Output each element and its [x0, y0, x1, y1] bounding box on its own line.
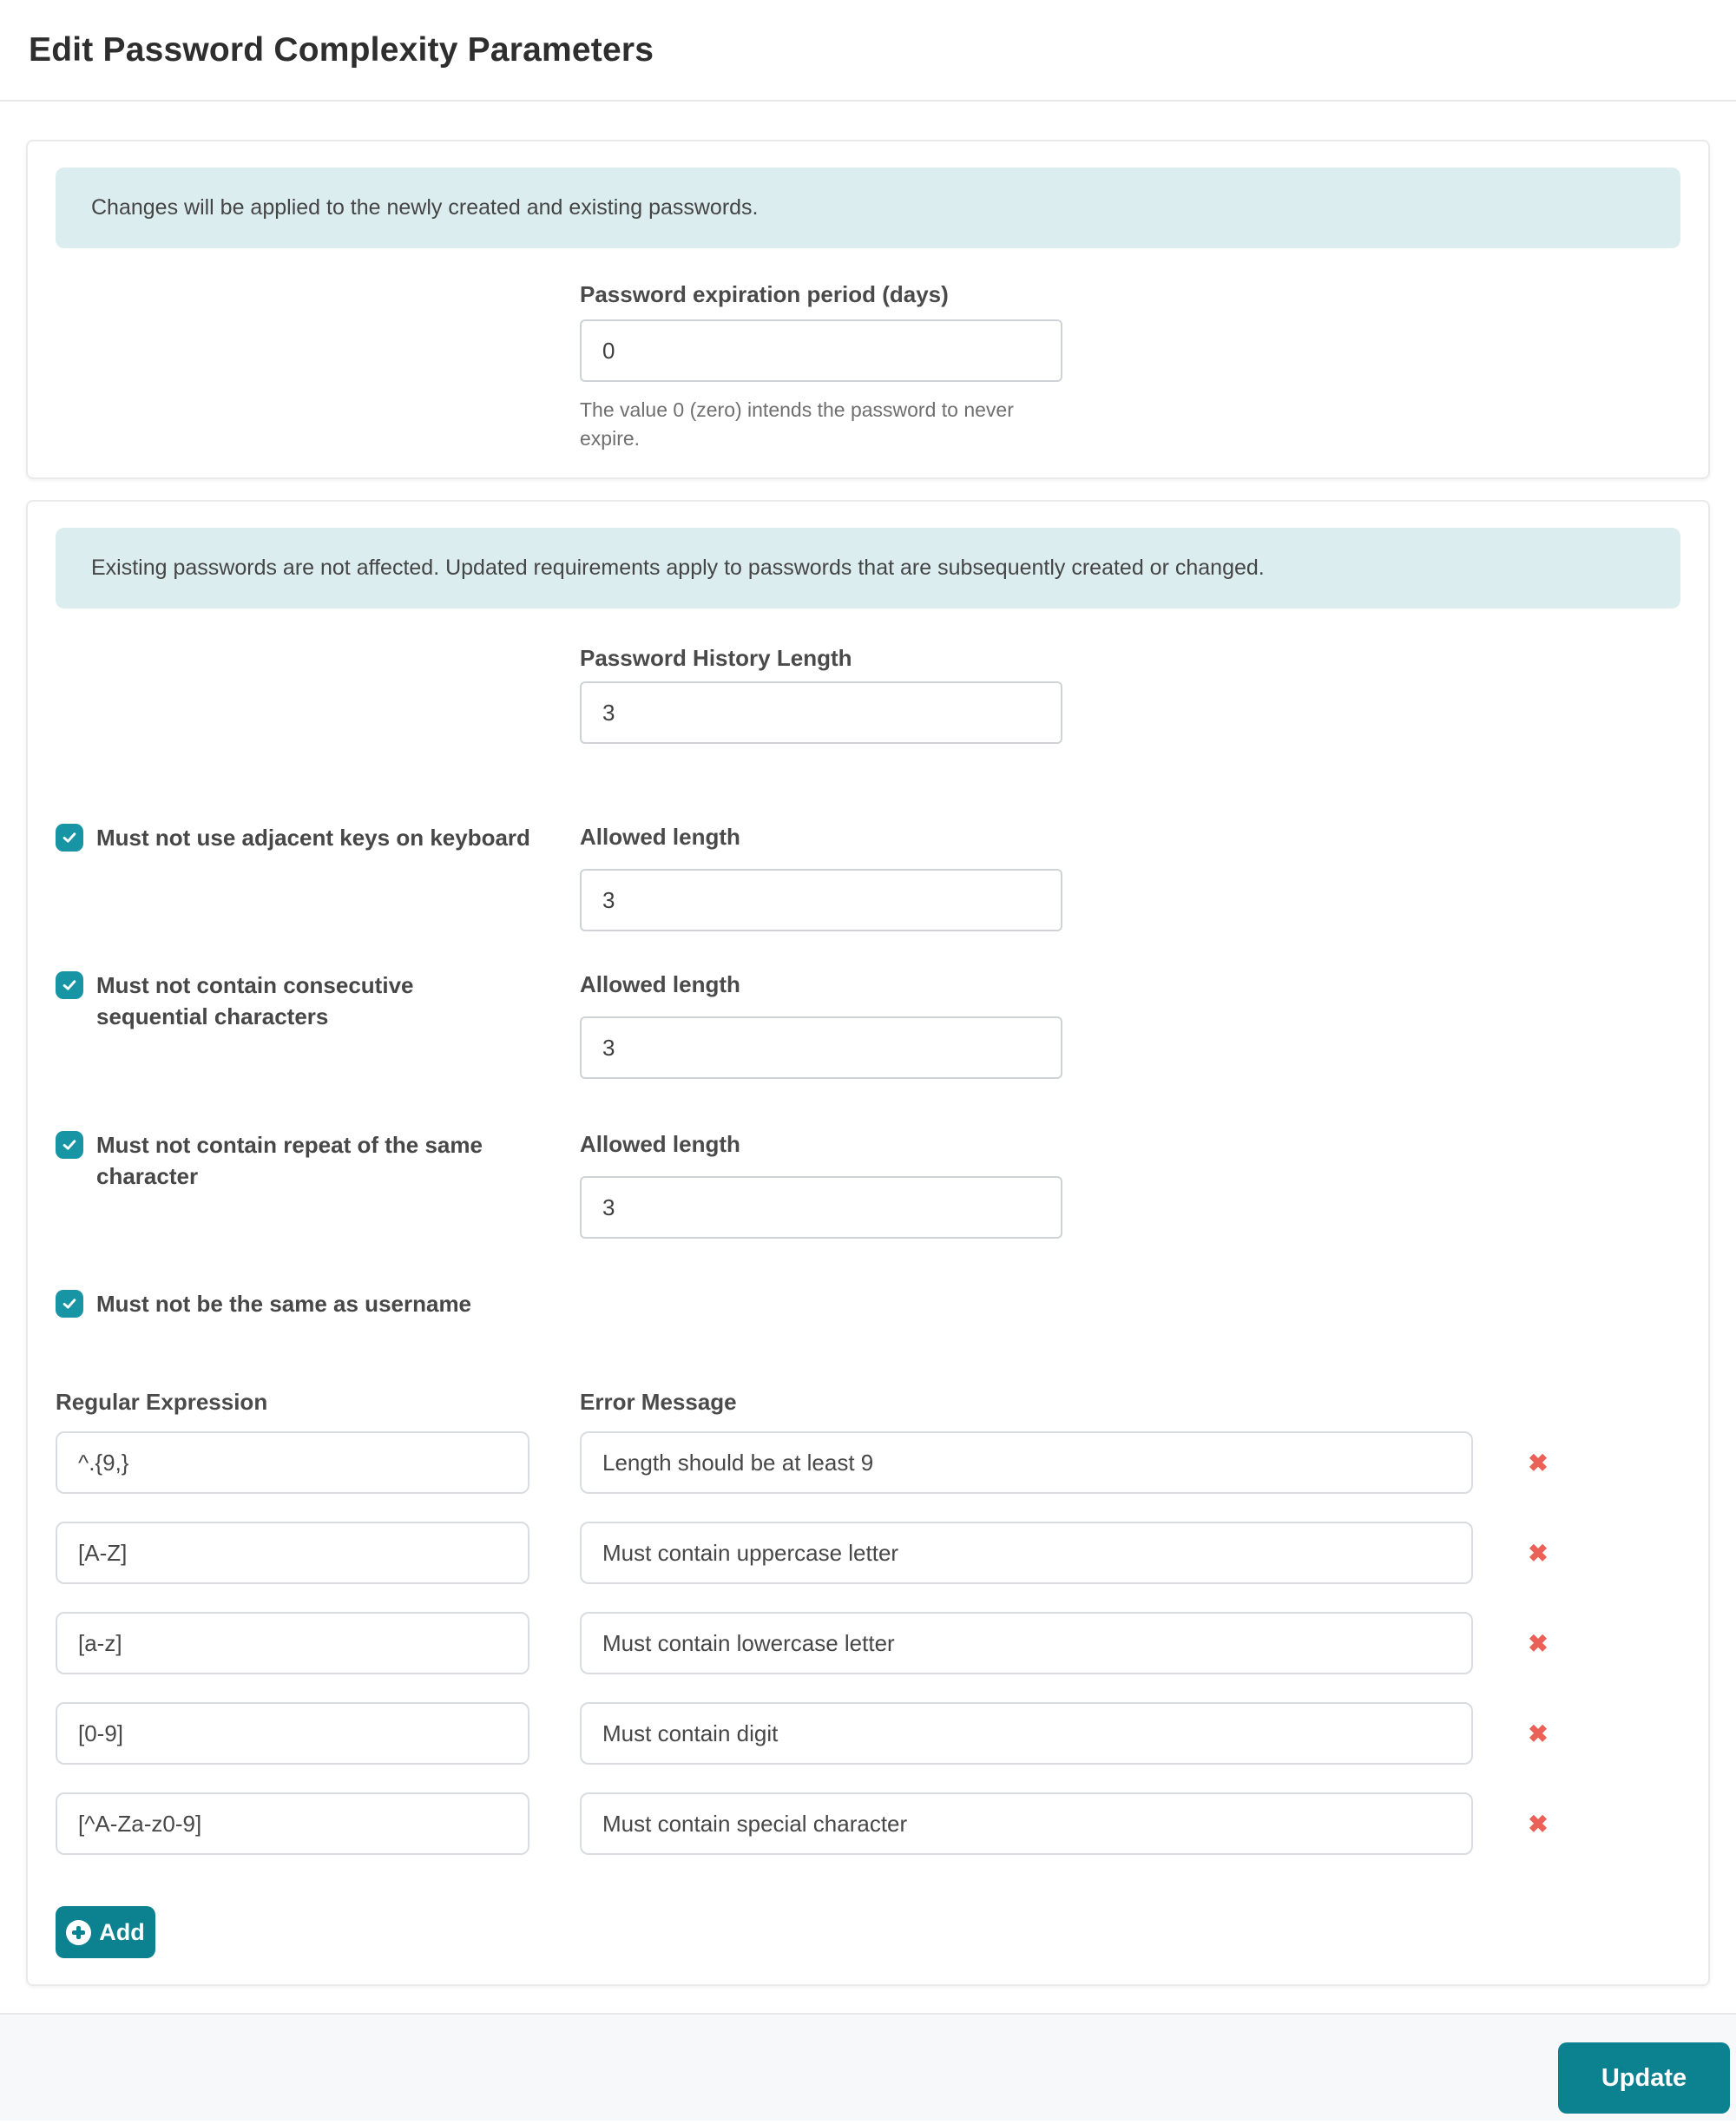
error-message-input[interactable] — [580, 1702, 1473, 1765]
regex-column-header: Regular Expression — [56, 1389, 268, 1415]
history-length-label: Password History Length — [580, 645, 852, 671]
expiration-helper-line: expire. — [580, 427, 641, 450]
info-banner-text: Changes will be applied to the newly created and existing passwords. — [91, 195, 759, 220]
regex-row — [56, 1702, 1680, 1765]
checkmark-icon — [61, 1136, 78, 1154]
regex-input[interactable] — [56, 1431, 529, 1494]
error-message-input[interactable] — [580, 1792, 1473, 1855]
remove-icon[interactable]: ✖ — [1528, 1539, 1549, 1567]
rule-label — [96, 970, 414, 1032]
remove-icon[interactable]: ✖ — [1528, 1810, 1549, 1838]
history-length-input[interactable] — [580, 681, 1062, 744]
regex-row — [56, 1792, 1680, 1855]
page-header — [0, 0, 1736, 102]
rule-checkbox[interactable] — [56, 824, 83, 852]
regex-table-header — [56, 1387, 1680, 1417]
rule-label-line: character — [96, 1163, 199, 1189]
rule-label-line: sequential characters — [96, 1003, 329, 1029]
info-banner-text: Existing passwords are not affected. Updated requirements apply to passwords that are subsequently created or changed. — [91, 556, 1265, 580]
expiration-helper — [580, 396, 1062, 453]
expiration-input[interactable] — [580, 319, 1062, 382]
info-banner-expiration — [56, 168, 1680, 248]
checkmark-icon — [61, 1295, 78, 1312]
remove-icon[interactable]: ✖ — [1528, 1449, 1549, 1476]
rule-row-repeat-chars — [56, 1129, 1680, 1239]
allowed-length-label: Allowed length — [580, 824, 740, 850]
rule-row-sequential-chars — [56, 970, 1680, 1079]
checkmark-icon — [61, 829, 78, 846]
card-expiration — [26, 140, 1710, 479]
regex-row — [56, 1522, 1680, 1584]
allowed-length-input[interactable] — [580, 1016, 1062, 1079]
remove-icon[interactable]: ✖ — [1528, 1629, 1549, 1657]
rule-checkbox[interactable] — [56, 1290, 83, 1318]
allowed-length-input[interactable] — [580, 869, 1062, 931]
remove-icon[interactable]: ✖ — [1528, 1720, 1549, 1747]
rule-label-line: Must not contain consecutive — [96, 972, 414, 998]
error-message-input[interactable] — [580, 1612, 1473, 1674]
expiration-helper-line: The value 0 (zero) intends the password to never — [580, 398, 1014, 421]
update-button-label: Update — [1601, 2063, 1687, 2092]
plus-icon — [66, 1920, 91, 1945]
add-button[interactable] — [56, 1906, 155, 1958]
allowed-length-label: Allowed length — [580, 971, 740, 997]
rule-label: Must not use adjacent keys on keyboard — [96, 825, 530, 851]
regex-input[interactable] — [56, 1612, 529, 1674]
error-message-input[interactable] — [580, 1522, 1473, 1584]
rule-label-line: Must not contain repeat of the same — [96, 1132, 483, 1158]
rule-label: Must not be the same as username — [96, 1291, 472, 1317]
regex-row — [56, 1431, 1680, 1494]
regex-row — [56, 1612, 1680, 1674]
regex-input[interactable] — [56, 1522, 529, 1584]
page-title: Edit Password Complexity Parameters — [29, 30, 654, 69]
allowed-length-label: Allowed length — [580, 1131, 740, 1157]
regex-input[interactable] — [56, 1702, 529, 1765]
allowed-length-input[interactable] — [580, 1176, 1062, 1239]
card-complexity — [26, 500, 1710, 1986]
rule-row-same-as-username — [56, 1288, 1680, 1319]
add-button-label: Add — [99, 1918, 145, 1945]
regex-input[interactable] — [56, 1792, 529, 1855]
info-banner-complexity — [56, 528, 1680, 608]
checkmark-icon — [61, 977, 78, 994]
error-message-input[interactable] — [580, 1431, 1473, 1494]
rule-checkbox[interactable] — [56, 971, 83, 999]
rule-label — [96, 1129, 483, 1192]
page-footer — [0, 2013, 1736, 2121]
rule-row-adjacent-keys — [56, 822, 1680, 931]
expiration-label: Password expiration period (days) — [580, 281, 949, 307]
rule-checkbox[interactable] — [56, 1131, 83, 1159]
update-button[interactable] — [1558, 2042, 1730, 2114]
error-column-header: Error Message — [580, 1389, 737, 1415]
